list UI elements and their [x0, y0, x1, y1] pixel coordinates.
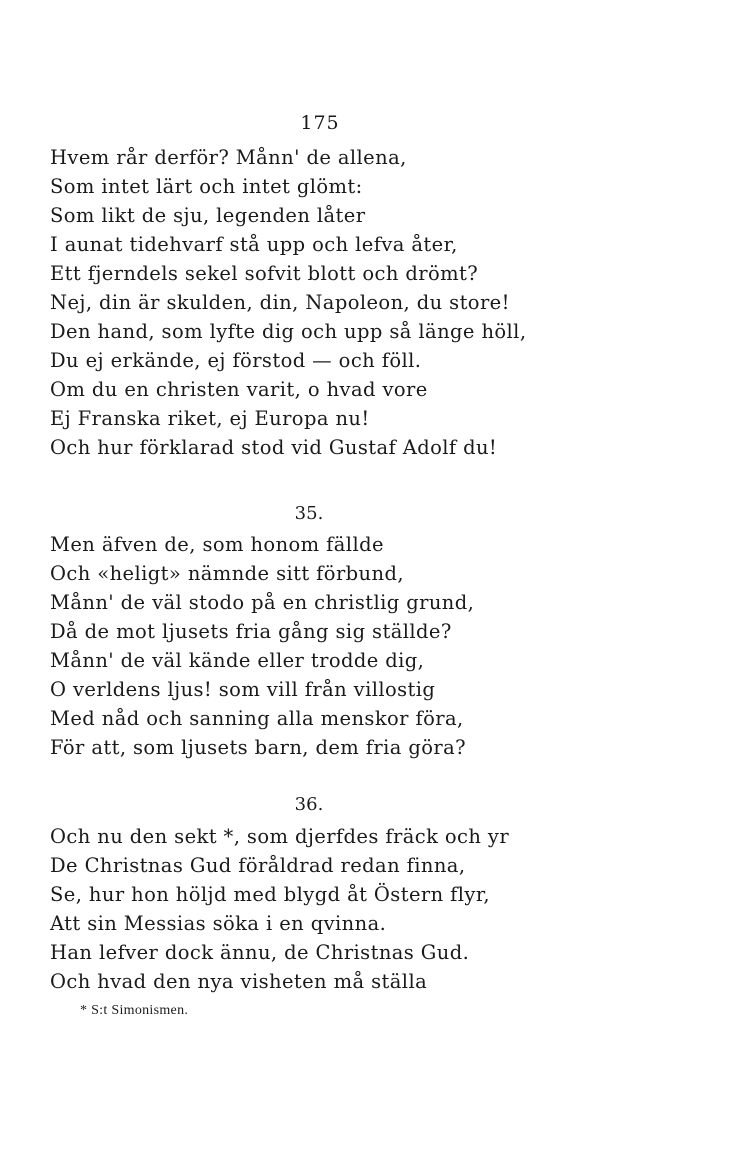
- page-number: 175: [300, 112, 340, 134]
- verse-line: Hvem rår derför? Månn' de allena,: [50, 146, 407, 169]
- verse-line: De Christnas Gud föråldrad redan finna,: [50, 854, 466, 877]
- verse-line: Den hand, som lyfte dig och upp så länge höll,: [50, 320, 527, 343]
- verse-line: Han lefver dock ännu, de Christnas Gud.: [50, 941, 470, 964]
- verse-line: Och hvad den nya visheten må ställa: [50, 970, 428, 993]
- verse-line: Ej Franska riket, ej Europa nu!: [50, 407, 370, 430]
- stanza-36: [50, 822, 509, 996]
- verse-line: Och hur förklarad stod vid Gustaf Adolf du!: [50, 436, 498, 459]
- verse-line: O verldens ljus! som vill från villostig: [50, 678, 436, 701]
- verse-line: I aunat tidehvarf stå upp och lefva åter,: [50, 233, 458, 256]
- verse-line: För att, som ljusets barn, dem fria göra?: [50, 736, 467, 759]
- verse-line: Och nu den sekt *, som djerfdes fräck och yr: [50, 825, 510, 848]
- verse-line: Som likt de sju, legenden låter: [50, 204, 366, 227]
- verse-line: Men äfven de, som honom fällde: [50, 533, 384, 556]
- verse-line: Nej, din är skulden, din, Napoleon, du store!: [50, 291, 510, 314]
- verse-line: Att sin Messias söka i en qvinna.: [50, 912, 387, 935]
- stanza-35: [50, 530, 474, 762]
- verse-line: Ett fjerndels sekel sofvit blott och drömt?: [50, 262, 479, 285]
- stanza-number-36: 36.: [294, 794, 324, 815]
- verse-line: Som intet lärt och intet glömt:: [50, 175, 363, 198]
- verse-line: Månn' de väl kände eller trodde dig,: [50, 649, 425, 672]
- footnote: * S:t Simonismen.: [80, 1003, 189, 1018]
- stanza-number-35: 35.: [294, 503, 324, 524]
- verse-line: Du ej erkände, ej förstod — och föll.: [50, 349, 422, 372]
- verse-line: Om du en christen varit, o hvad vore: [50, 378, 428, 401]
- verse-line: Då de mot ljusets fria gång sig ställde?: [50, 620, 452, 643]
- verse-line: Månn' de väl stodo på en christlig grund,: [50, 591, 475, 614]
- stanza-continued: [50, 143, 526, 462]
- verse-line: Se, hur hon höljd med blygd åt Östern flyr,: [50, 883, 491, 906]
- verse-line: Och «heligt» nämnde sitt förbund,: [50, 562, 404, 585]
- verse-line: Med nåd och sanning alla menskor föra,: [50, 707, 464, 730]
